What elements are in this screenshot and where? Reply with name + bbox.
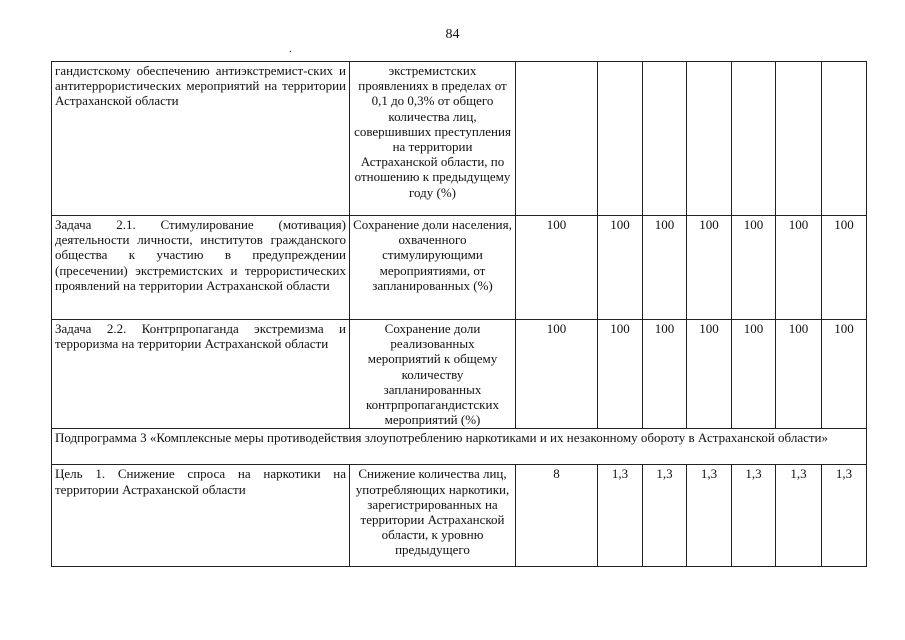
indicator-cell: Сохранение доли населения, охваченного стимулирующими мероприятиями, от запланированных (%) — [350, 216, 516, 320]
value-cell: 100 — [822, 320, 867, 429]
value-cell: 100 — [732, 216, 776, 320]
value-cell: 100 — [598, 320, 643, 429]
value-cell: 100 — [516, 320, 598, 429]
value-cell: 100 — [643, 216, 687, 320]
value-cell: 1,3 — [643, 465, 687, 567]
table-row — [52, 216, 867, 320]
value-cell — [516, 62, 598, 216]
indicator-cell: Сохранение доли реализованных мероприятий к общему количеству запланированных контрпропагандистских мероприятий (%) — [350, 320, 516, 429]
task-cell: Задача 2.1. Стимулирование (мотивация) деятельности личности, институтов гражданского общества к участию в предупреждении (пресечении) экстремистских и террористических проявлений на территории Астраханской области — [52, 216, 350, 320]
value-cell: 100 — [687, 216, 732, 320]
value-cell — [776, 62, 822, 216]
scan-mark: . — [289, 44, 292, 55]
task-cell: гандистскому обеспечению антиэкстремист-ских и антитеррористических мероприятий на территории Астраханской области — [52, 62, 350, 216]
table-row — [52, 465, 867, 567]
table-row — [52, 320, 867, 429]
value-cell: 8 — [516, 465, 598, 567]
task-cell: Цель 1. Снижение спроса на наркотики на территории Астраханской области — [52, 465, 350, 567]
value-cell: 100 — [516, 216, 598, 320]
value-cell: 100 — [732, 320, 776, 429]
value-cell: 100 — [643, 320, 687, 429]
value-cell — [822, 62, 867, 216]
value-cell — [598, 62, 643, 216]
value-cell: 1,3 — [687, 465, 732, 567]
value-cell: 1,3 — [776, 465, 822, 567]
value-cell — [643, 62, 687, 216]
table-row — [52, 62, 867, 216]
value-cell: 100 — [822, 216, 867, 320]
task-cell: Задача 2.2. Контрпропаганда экстремизма и терроризма на территории Астраханской области — [52, 320, 350, 429]
value-cell: 100 — [776, 320, 822, 429]
value-cell — [687, 62, 732, 216]
value-cell: 100 — [598, 216, 643, 320]
value-cell: 100 — [687, 320, 732, 429]
page-number: 84 — [445, 27, 460, 42]
value-cell: 100 — [776, 216, 822, 320]
subprogram-row — [52, 429, 867, 465]
value-cell: 1,3 — [732, 465, 776, 567]
value-cell: 1,3 — [598, 465, 643, 567]
value-cell: 1,3 — [822, 465, 867, 567]
indicator-cell: экстремистских проявлениях в пределах от 0,1 до 0,3% от общего количества лиц, совершивших преступления на территории Астраханской области, по отношению к предыдущему году (%) — [350, 62, 516, 216]
value-cell — [732, 62, 776, 216]
subprogram-heading: Подпрограмма 3 «Комплексные меры противодействия злоупотреблению наркотиками и их незаконному обороту в Астраханской области» — [52, 429, 867, 465]
indicator-cell: Снижение количества лиц, употребляющих наркотики, зарегистрированных на территории Астраханской области, к уровню предыдущего — [350, 465, 516, 567]
indicators-table — [51, 61, 867, 567]
